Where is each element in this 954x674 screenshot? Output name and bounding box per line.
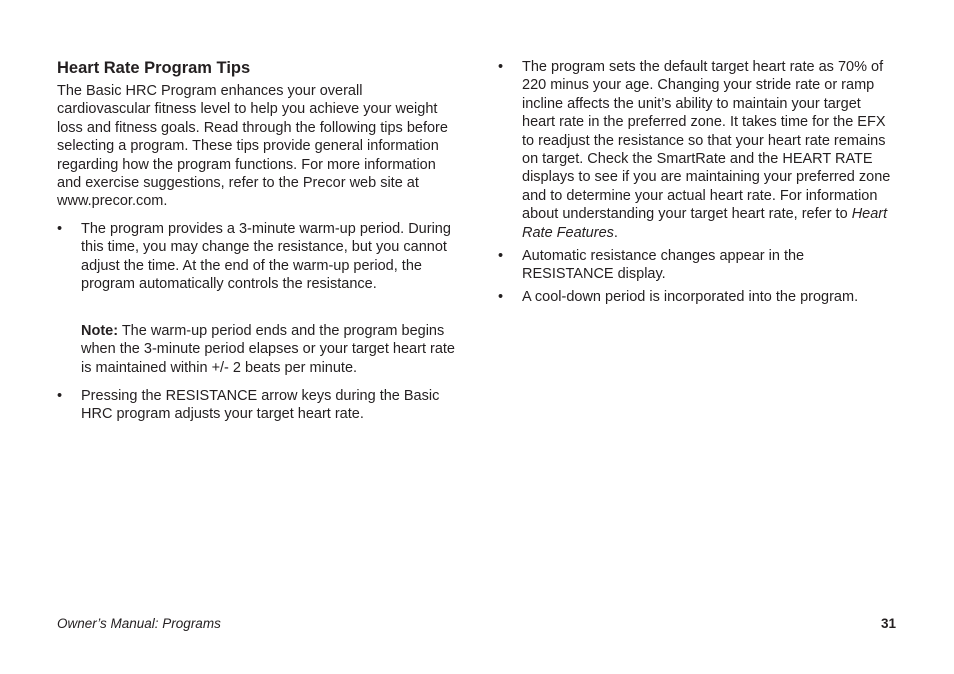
bullet-marker: • (498, 59, 504, 75)
bullet-marker: • (498, 289, 504, 305)
note-text: The warm-up period ends and the program begins when the 3-minute period elapses or your target heart rate is maintained within +/- 2 beats per minute. (81, 323, 455, 376)
bullet-marker: • (57, 221, 63, 237)
list-item (498, 288, 896, 306)
bullet-marker: • (498, 248, 504, 264)
section-heading: Heart Rate Program Tips (57, 59, 251, 77)
page-number: 31 (880, 616, 896, 631)
bullet-marker: • (57, 388, 63, 404)
list-item (498, 58, 896, 242)
bullet-text: Pressing the RESISTANCE arrow keys during the Basic HRC program adjusts your target heart rate. (81, 388, 440, 423)
bullet-text-end: . (613, 224, 618, 241)
footer-title: Owner’s Manual: Programs (57, 616, 221, 631)
list-item (57, 387, 457, 424)
bullet-text-body: The program sets the default target heart rate as 70% of 220 minus your age. Changing your stride rate or ramp incline affects the unit’s ability to maintain your target heart rate in the preferred zone. It takes time for the EFX to readjust the resistance so that your heart rate remains on target. Check the SmartRate and the HEART RATE displays to see if you are maintaining your preferred zone and to determine your actual heart rate. For information about understanding your target heart rate, refer to (522, 59, 891, 223)
list-item (57, 220, 457, 294)
cross-reference: Heart Rate Features (522, 206, 888, 241)
bullet-text: Automatic resistance changes appear in the RESISTANCE display. (522, 248, 805, 283)
bullet-text: A cool-down period is incorporated into the program. (522, 289, 859, 305)
note-label: Note: (81, 323, 119, 339)
intro-paragraph: The Basic HRC Program enhances your overall cardiovascular fitness level to help you achieve your weight loss and fitness goals. Read through the following tips before selecting a program. These tips provide general information regarding how the program functions. For more information and exercise suggestions, refer to the Precor web site at www.precor.com. (57, 83, 448, 210)
list-item (498, 247, 896, 284)
bullet-text (522, 58, 896, 242)
note-paragraph (81, 322, 457, 377)
bullet-text: The program provides a 3-minute warm-up period. During this time, you may change the resistance, but you cannot adjust the time. At the end of the warm-up period, the program automatically controls the resistance. (81, 221, 451, 293)
